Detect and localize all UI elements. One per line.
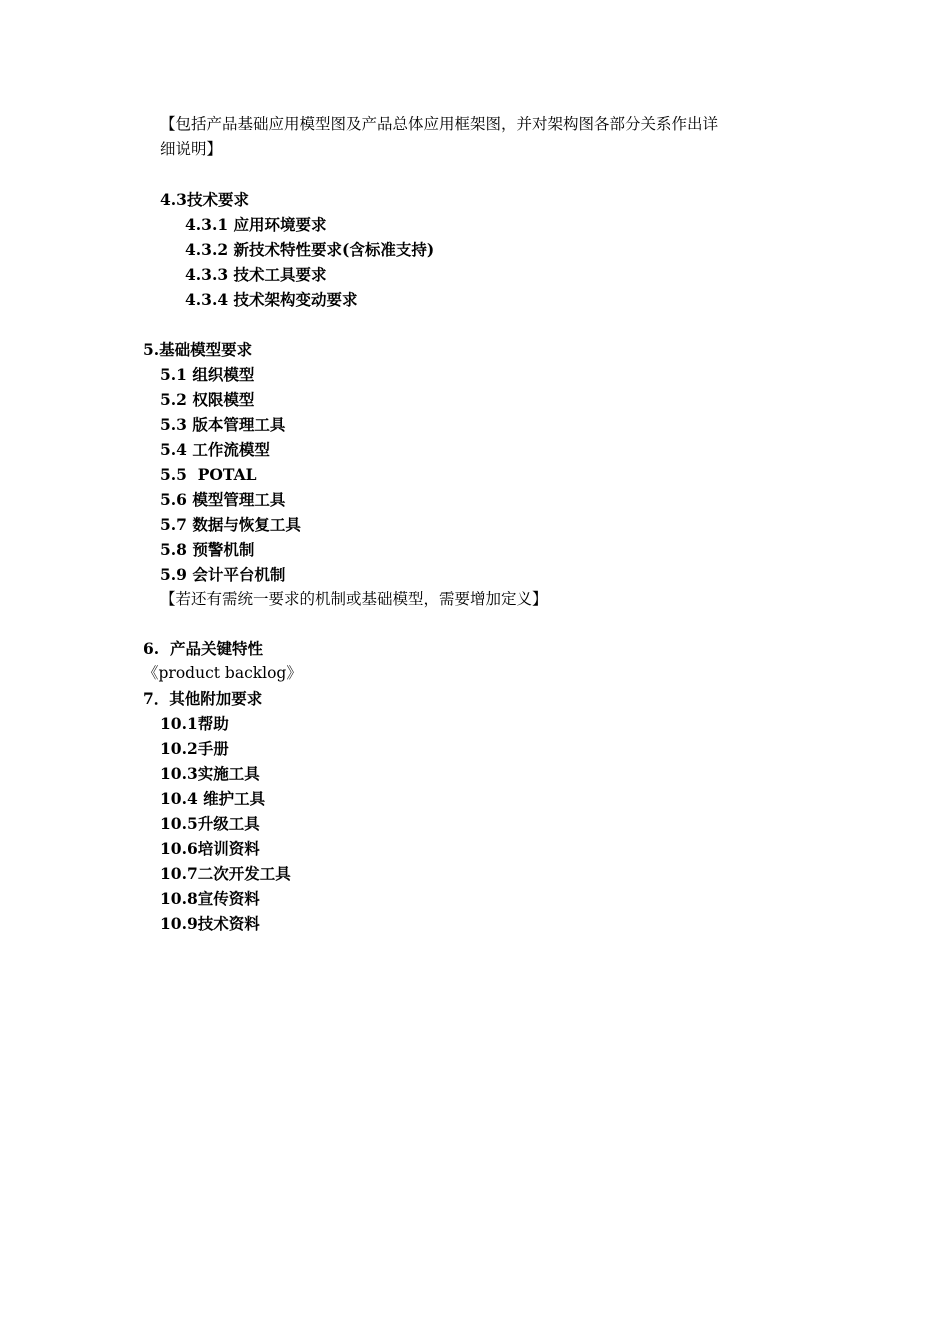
section-4-3-item: 4.3.4 技术架构变动要求 — [185, 290, 358, 309]
section-7-item: 10.3实施工具 — [160, 764, 260, 783]
section-7-heading: 7．其他附加要求 — [143, 689, 263, 708]
section-4-3-item: 4.3.3 技术工具要求 — [185, 265, 327, 284]
section-7-item: 10.7二次开发工具 — [160, 864, 291, 883]
section-7-item: 10.1帮助 — [160, 714, 229, 733]
intro-note-line-2: 细说明】 — [160, 140, 223, 158]
section-7-item: 10.4 维护工具 — [160, 789, 266, 808]
section-6-heading: 6. 产品关键特性 — [143, 639, 263, 658]
section-7-item: 10.9技术资料 — [160, 914, 260, 933]
section-5-note: 【若还有需统一要求的机制或基础模型，需要增加定义】 — [160, 590, 548, 608]
section-4-3-item: 4.3.1 应用环境要求 — [185, 215, 327, 234]
section-5-item: 5.9 会计平台机制 — [160, 565, 286, 584]
section-5-item: 5.4 工作流模型 — [160, 440, 270, 459]
section-7-item: 10.6培训资料 — [160, 839, 260, 858]
section-4-3-item: 4.3.2 新技术特性要求(含标准支持) — [185, 240, 435, 259]
section-7-item: 10.8宣传资料 — [160, 889, 260, 908]
section-6-subtitle: 《product backlog》 — [143, 664, 302, 682]
section-7-item: 10.5升级工具 — [160, 814, 260, 833]
intro-note-line-1: 【包括产品基础应用模型图及产品总体应用框架图，并对架构图各部分关系作出详 — [160, 115, 719, 133]
section-4-3-heading: 4.3技术要求 — [160, 190, 249, 209]
section-5-heading: 5.基础模型要求 — [143, 340, 253, 359]
section-5-item: 5.2 权限模型 — [160, 390, 255, 409]
section-5-item: 5.6 模型管理工具 — [160, 490, 286, 509]
section-5-item: 5.8 预警机制 — [160, 540, 255, 559]
section-5-item: 5.1 组织模型 — [160, 365, 255, 384]
section-5-item: 5.3 版本管理工具 — [160, 415, 286, 434]
section-5-item: 5.7 数据与恢复工具 — [160, 515, 301, 534]
section-7-item: 10.2手册 — [160, 739, 229, 758]
section-5-item: 5.5 POTAL — [160, 465, 257, 484]
